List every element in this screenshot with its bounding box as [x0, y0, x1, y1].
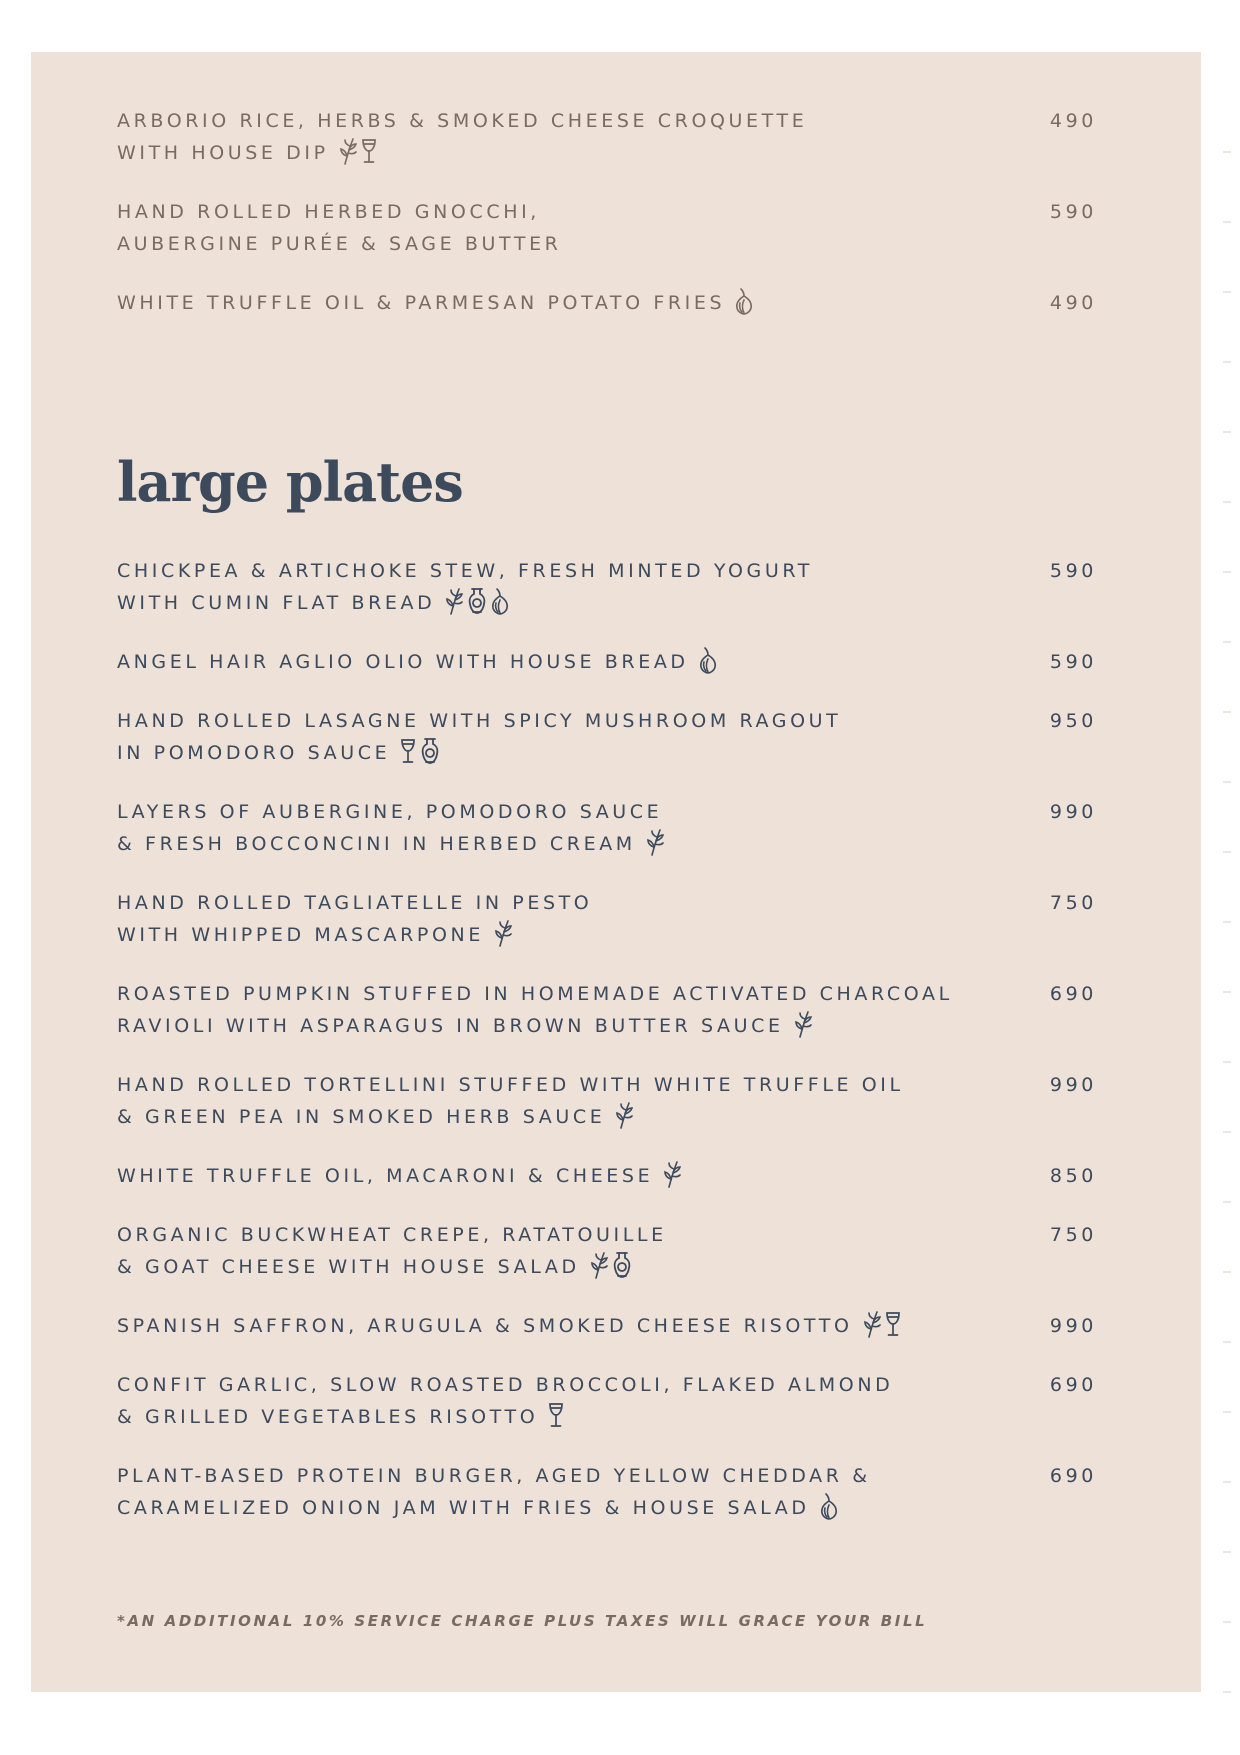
menu-item-name [117, 287, 977, 319]
herb-icon [663, 1160, 681, 1188]
jar-icon [612, 1250, 632, 1280]
menu-item-name [117, 105, 977, 169]
dietary-icons [663, 1158, 685, 1188]
menu-item [117, 555, 1097, 619]
menu-item-line [117, 1251, 977, 1283]
menu-item-line [117, 796, 977, 828]
menu-item [117, 1069, 1097, 1133]
menu-item-price: 590 [1049, 201, 1097, 223]
menu-item-line-text: AUBERGINE PURÉE & SAGE BUTTER [117, 233, 562, 255]
item-spacer [117, 769, 1097, 796]
menu-item [117, 105, 1097, 169]
item-spacer [117, 1283, 1097, 1310]
menu-item-line-text: & GOAT CHEESE WITH HOUSE SALAD [117, 1256, 580, 1278]
menu-item-line [117, 646, 977, 678]
menu-item-line-text: RAVIOLI WITH ASPARAGUS IN BROWN BUTTER SAUCE [117, 1015, 784, 1037]
herb-icon [794, 1010, 812, 1038]
menu-item-line-text: WITH CUMIN FLAT BREAD [117, 592, 436, 614]
menu-item-price: 490 [1049, 292, 1097, 314]
menu-item-line-text: IN POMODORO SAUCE [117, 742, 391, 764]
menu-item-line [117, 1219, 977, 1251]
menu-item-line [117, 1460, 977, 1492]
menu-item-line [117, 587, 977, 619]
dietary-icons [615, 1099, 637, 1129]
menu-item-line-text: & FRESH BOCCONCINI IN HERBED CREAM [117, 833, 636, 855]
herb-icon [590, 1251, 608, 1279]
item-spacer [117, 1342, 1097, 1369]
item-spacer [117, 169, 1097, 196]
dietary-icons [863, 1308, 905, 1338]
menu-item-line [117, 919, 977, 951]
menu-item-price: 750 [1049, 892, 1097, 914]
menu-item-line [117, 1160, 977, 1192]
herb-icon [615, 1101, 633, 1129]
menu-item-name [117, 887, 977, 951]
garlic-icon [820, 1492, 838, 1520]
menu-item-line-text: ORGANIC BUCKWHEAT CREPE, RATATOUILLE [117, 1224, 667, 1246]
menu-item-line-text: WITH HOUSE DIP [117, 142, 329, 164]
menu-item-line [117, 228, 977, 260]
menu-item-line-text: HAND ROLLED LASAGNE WITH SPICY MUSHROOM RAGOUT [117, 710, 842, 732]
menu-item [117, 1219, 1097, 1283]
dietary-icons [548, 1399, 568, 1429]
menu-item-price: 590 [1049, 560, 1097, 582]
dietary-icons [590, 1249, 636, 1279]
menu-item-line [117, 555, 977, 587]
item-spacer [117, 619, 1097, 646]
menu-item-name [117, 646, 977, 678]
menu-item-price: 750 [1049, 1224, 1097, 1246]
item-spacer [117, 1192, 1097, 1219]
menu-item-line [117, 137, 977, 169]
menu-item [117, 705, 1097, 769]
jar-icon [467, 586, 487, 616]
menu-item [117, 1310, 1097, 1342]
herb-icon [339, 137, 357, 165]
menu-item-price: 690 [1049, 1374, 1097, 1396]
menu-item-name [117, 1369, 977, 1433]
dietary-icons [820, 1490, 842, 1520]
dietary-icons [339, 135, 381, 165]
large-plates-list [117, 555, 1097, 1524]
menu-item-line [117, 705, 977, 737]
menu-item-line-text: WHITE TRUFFLE OIL, MACARONI & CHEESE [117, 1165, 654, 1187]
menu-item-name [117, 1460, 977, 1524]
menu-item-line [117, 1369, 977, 1401]
garlic-icon [491, 587, 509, 615]
menu-item-line-text: CHICKPEA & ARTICHOKE STEW, FRESH MINTED YOGURT [117, 560, 814, 582]
section-title: large plates [117, 450, 463, 514]
menu-item-line-text: LAYERS OF AUBERGINE, POMODORO SAUCE [117, 801, 663, 823]
menu-item-line [117, 105, 977, 137]
item-spacer [117, 260, 1097, 287]
wine-glass-icon [400, 737, 416, 765]
jar-icon [420, 736, 440, 766]
item-spacer [117, 1042, 1097, 1069]
menu-item-name [117, 555, 977, 619]
menu-item-price: 490 [1049, 110, 1097, 132]
herb-icon [445, 587, 463, 615]
garlic-icon [699, 646, 717, 674]
menu-item-price: 990 [1049, 801, 1097, 823]
menu-item-line [117, 1401, 977, 1433]
menu-item-line-text: CARAMELIZED ONION JAM WITH FRIES & HOUSE SALAD [117, 1497, 810, 1519]
menu-item [117, 887, 1097, 951]
menu-item-line [117, 887, 977, 919]
menu-item [117, 978, 1097, 1042]
menu-item-line-text: ANGEL HAIR AGLIO OLIO WITH HOUSE BREAD [117, 651, 689, 673]
menu-item [117, 196, 1097, 260]
menu-item-name [117, 705, 977, 769]
menu-item-line [117, 737, 977, 769]
menu-item-line-text: WHITE TRUFFLE OIL & PARMESAN POTATO FRIES [117, 292, 726, 314]
menu-item-price: 950 [1049, 710, 1097, 732]
small-plates-list [117, 105, 1097, 319]
dietary-icons [794, 1008, 816, 1038]
menu-item-line [117, 1310, 977, 1342]
dietary-icons [699, 644, 721, 674]
menu-item-line-text: PLANT-BASED PROTEIN BURGER, AGED YELLOW CHEDDAR & [117, 1465, 871, 1487]
menu-item-line-text: WITH WHIPPED MASCARPONE [117, 924, 484, 946]
dietary-icons [735, 285, 757, 315]
item-spacer [117, 1133, 1097, 1160]
menu-item-line [117, 287, 977, 319]
menu-item-line [117, 828, 977, 860]
menu-item-name [117, 796, 977, 860]
menu-item-line [117, 196, 977, 228]
herb-icon [863, 1310, 881, 1338]
menu-item-line [117, 1010, 977, 1042]
menu-item-line [117, 1492, 977, 1524]
menu-item-line-text: HAND ROLLED HERBED GNOCCHI, [117, 201, 540, 223]
item-spacer [117, 678, 1097, 705]
menu-item-line-text: HAND ROLLED TORTELLINI STUFFED WITH WHITE TRUFFLE OIL [117, 1074, 904, 1096]
menu-item-line-text: ARBORIO RICE, HERBS & SMOKED CHEESE CROQUETTE [117, 110, 808, 132]
menu-item-name [117, 1160, 977, 1192]
garlic-icon [735, 287, 753, 315]
menu-item-price: 690 [1049, 1465, 1097, 1487]
dietary-icons [400, 735, 444, 765]
menu-item-line-text: ROASTED PUMPKIN STUFFED IN HOMEMADE ACTIVATED CHARCOAL [117, 983, 953, 1005]
menu-item [117, 1160, 1097, 1192]
item-spacer [117, 860, 1097, 887]
dietary-icons [494, 917, 516, 947]
menu-item-line [117, 1101, 977, 1133]
dietary-icons [445, 585, 513, 615]
menu-item-line-text: & GRILLED VEGETABLES RISOTTO [117, 1406, 539, 1428]
menu-item-price: 990 [1049, 1315, 1097, 1337]
menu-item [117, 287, 1097, 319]
menu-item-line-text: HAND ROLLED TAGLIATELLE IN PESTO [117, 892, 593, 914]
menu-item-name [117, 1069, 977, 1133]
page-edge-marks [1223, 112, 1231, 1732]
menu-item [117, 796, 1097, 860]
menu-item-price: 690 [1049, 983, 1097, 1005]
menu-item-name [117, 978, 977, 1042]
herb-icon [494, 919, 512, 947]
item-spacer [117, 951, 1097, 978]
menu-item-name [117, 196, 977, 260]
menu-item-line-text: CONFIT GARLIC, SLOW ROASTED BROCCOLI, FLAKED ALMOND [117, 1374, 894, 1396]
dietary-icons [646, 826, 668, 856]
menu-item-price: 850 [1049, 1165, 1097, 1187]
herb-icon [646, 828, 664, 856]
menu-item [117, 1460, 1097, 1524]
menu-item-line [117, 978, 977, 1010]
wine-glass-icon [361, 137, 377, 165]
menu-item-line-text: & GREEN PEA IN SMOKED HERB SAUCE [117, 1106, 606, 1128]
menu-item-line [117, 1069, 977, 1101]
item-spacer [117, 1433, 1097, 1460]
menu-item-name [117, 1219, 977, 1283]
service-charge-note: *AN ADDITIONAL 10% SERVICE CHARGE PLUS TAXES WILL GRACE YOUR BILL [117, 1612, 928, 1630]
wine-glass-icon [885, 1310, 901, 1338]
menu-item-price: 590 [1049, 651, 1097, 673]
menu-item-line-text: SPANISH SAFFRON, ARUGULA & SMOKED CHEESE RISOTTO [117, 1315, 853, 1337]
menu-item [117, 1369, 1097, 1433]
menu-item-price: 990 [1049, 1074, 1097, 1096]
menu-item-name [117, 1310, 977, 1342]
menu-item [117, 646, 1097, 678]
wine-glass-icon [548, 1401, 564, 1429]
